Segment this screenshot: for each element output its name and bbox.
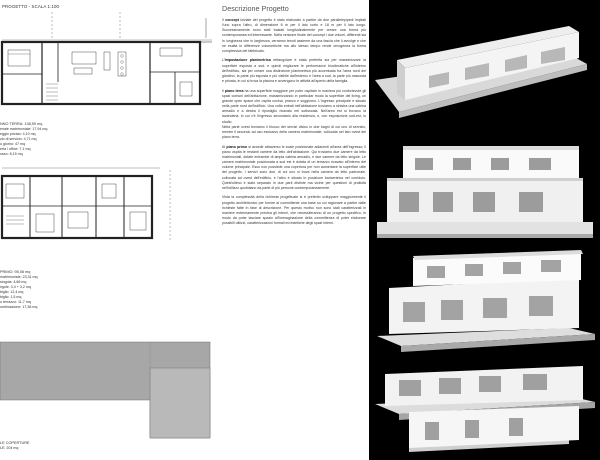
legend-line: biglio: 12,4 mq [0, 290, 24, 294]
legend-line: matrimoniale: 23,31 mq [0, 275, 38, 279]
description-title: Descrizione Progetto [222, 4, 289, 13]
legend-line: ngole: 3,4 + 3,2 mq [0, 285, 31, 289]
renders-panel [369, 0, 600, 460]
legend-line: eria / office: 7,1 mq [0, 147, 31, 151]
legend-line: eggio privato: 4,10 mq [0, 132, 36, 136]
legend-line: o giorno: 47 mq [0, 142, 25, 146]
roof-plan [0, 338, 218, 448]
render-view-4 [369, 352, 600, 452]
paragraph-closing: Vista la complessità della richiesta progettuale si è preferito sviluppare maggiormente il progetto architettonico per fornire al committente una base su cui ragionare a partire dalle richieste fatte in fase di descrizione. Per questo motivo non sono stati caratterizzati in maniere estremamente precisa gli interni, che necessiteranno di un progetto specifico, in modo da poter lasciare spazio all'immaginazione della committenza di poter elaborare possibili utilizzi, caratterizzazioni formali ed estetiche degli spazi interni. [222, 195, 366, 226]
legend-line: PRIMO: 95,06 mq [0, 270, 31, 274]
paragraph-layout: L'impostazione planimetrica rettangolare è stata preferita sia per massimizzare la superficie esposta a sud, e quindi migliorare le performance bioclimatiche all'interno dell'edificio, sia per creare una distinzione planimetrica più accentuata fra l'area nord del giardino, la parte più esposta e più visibile dall'esterno e l'area a sud, la parte più nascosta e privata, in cui si trova la piscina e avvengono le attività all'aperto della famiglia. [222, 58, 366, 84]
first-floor-legend [0, 270, 38, 310]
legend-line: o terrazzo: 11,7 mq [0, 300, 31, 304]
render-view-3 [369, 248, 600, 358]
paragraph-first-floor: Al piano primo si accede attraverso le scale posizionate adiacenti all'area dell'ingresso; il piano ospita le restanti camere da letto dell'abitazione. Qui troviamo due camere da letto matrimoniali, dotate entrambe di ampia cabina armadio, e due camere da letto singole. Le camere matrimoniale posizionata a sud est è dotata di un terrazzo ricavato all'interno del volume principale. Esso non possiede una copertura per non aumentare la superficie utile del progetto. I servizi sono due, di cui uno si trova nella camera da letto padronale, collocata ad ovest dell'edificio, e l'altro è situato in posizione baricentrica nel corridoio. Quest'ultimo è stato separato in due parti distinte ma vicine per questioni di praticità nell'utilizzo quotidiano da parte di più persone contemporaneamente. [222, 144, 367, 190]
roof-legend [0, 441, 29, 451]
legend-line: singola: 4,66 mq [0, 280, 27, 284]
legend-line: LE: 204 mq [0, 446, 19, 450]
legend-line: ombinazione: 17,38 mq [0, 305, 38, 309]
render-view-2 [369, 138, 600, 248]
floor-plans-panel [0, 0, 218, 460]
description-panel [219, 0, 369, 460]
plans-title: PROGETTO - SCALA 1:100 [2, 4, 60, 9]
legend-line: enale matrimoniale: 17,94 mq [0, 127, 48, 131]
legend-line: zio di servizio: 4,71 mq [0, 137, 37, 141]
first-floor-plan [0, 160, 218, 270]
legend-line: biglio: 1,5 mq [0, 295, 22, 299]
description-body [222, 18, 366, 231]
ground-floor-legend [0, 122, 47, 157]
legend-line: osso: 8,15 mq [0, 152, 23, 156]
paragraph-concept: Il concept iniziale del progetto è stato elaborato a partire da due parallelepipedi impilati l'uno sopra l'altro, di dimensione 6 m per il lato corto e 18 m per il lato lungo. Successivamente sono stati traslati longitudinalmente per creare una forma più contemporanea ed interessante. Nella versione finale del concept i due volumi, differenti sia in lunghezza che in larghezza, verranno tenuti assieme da una fascia che li avvolge e che ne esalta le differenze volumetriche ma allo stesso tempo rende omogenea la forma complessiva del fabbricato. [222, 18, 366, 53]
paragraph-ground-floor: Il piano terra ha una superficie maggiore per poter ospitare in maniera più confortevole gli spazi comuni dell'abitazione, massimizzando in particolar modo la superficie del living, un grande open space che ospita cucina, pranzo e soggiorno. L'ingresso principale è situato nella parte nord dell'edificio. Una volta entrati nell'abitazione troviamo a sinistra una cabina armadio e a destra il ripostiglio ricavato nel sottoscala. Nell'area est si trovano la lavanderia, in cui c'è l'ingresso secondario alla residenza, e, con esposizione sud-est, lo studio. [222, 88, 366, 124]
paragraph-ground-floor-west: Nella parte ovest troviamo il blocco dei servizi diviso in due bagni di cui uno di servizio, mentre il secondo ad uso esclusivo della camera matrimoniale, collocata nel lato ovest del piano terra. [222, 124, 366, 140]
render-view-1 [369, 18, 600, 133]
legend-line: LE COPERTURE [0, 441, 30, 445]
legend-line: NNO TERRA: 138,99 mq [0, 122, 43, 126]
